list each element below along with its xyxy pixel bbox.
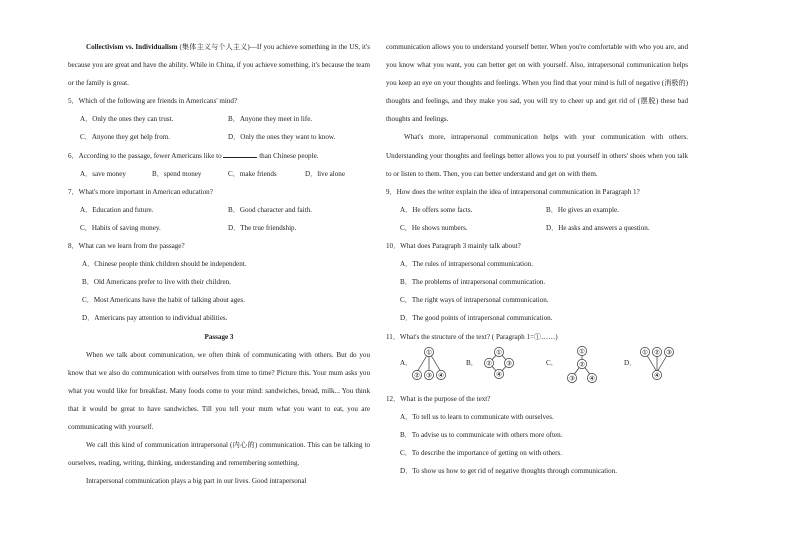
question-9-stem: 9．How does the writer explain the idea of intrapersonal communication in Paragraph 1? — [386, 187, 640, 196]
q9-option-c[interactable]: C．He shows numbers. — [400, 223, 468, 232]
q7-option-a[interactable]: A．Education and future. — [80, 205, 154, 214]
q5-option-d[interactable]: D．Only the ones they want to know. — [228, 133, 336, 142]
diagram-d-node-4: ④ — [654, 371, 660, 380]
diagram-d-node-1: ① — [642, 348, 648, 357]
structure-diagram-c[interactable] — [562, 346, 602, 390]
diagram-a-node-1: ① — [426, 348, 432, 357]
q12-option-a-text: A．To tell us to learn to communicate with ourselves. — [400, 412, 554, 421]
diagram-b-node-4: ④ — [496, 370, 502, 379]
q10-option-b-text: B．The problems of intrapersonal communication. — [400, 278, 546, 287]
passage-title: Passage 3 — [204, 332, 234, 341]
structure-diagram-a[interactable] — [410, 346, 450, 388]
q5-option-b[interactable]: B．Anyone they meet in life. — [228, 115, 313, 124]
question-11-options — [386, 346, 688, 390]
question-7-stem: 7．What's more important in American education? — [68, 187, 213, 196]
q7-option-c[interactable]: C．Habits of saving money. — [80, 223, 161, 232]
left-column — [68, 38, 370, 490]
q8-option-b[interactable] — [68, 273, 370, 291]
intro-paragraph — [68, 38, 370, 92]
intro-text: (集体主义与个人主义)—If you achieve something in the US, it's because you are great and have the ability. While in China, if you achieve something, it's because the team or the family is great. — [68, 43, 370, 88]
q6-stem-pre: 6．According to the passage, fewer Americans like to — [68, 151, 224, 160]
q8-option-d[interactable] — [68, 309, 370, 327]
q12-option-c[interactable] — [386, 444, 688, 462]
q11-option-c-label[interactable]: C． — [546, 358, 558, 367]
diagram-c-node-2: ② — [579, 360, 585, 369]
question-7-row-2 — [68, 219, 370, 237]
q11-option-a-label[interactable]: A． — [400, 358, 413, 367]
q7-option-d[interactable]: D．The true friendship. — [228, 223, 297, 232]
q10-option-a[interactable] — [386, 255, 688, 273]
structure-diagram-b[interactable] — [480, 346, 520, 388]
q5-option-a[interactable]: A．Only the ones they can trust. — [80, 115, 174, 124]
passage-paragraph-2: We call this kind of communication intrapersonal (内心的) communication. This can be talking to ourselves, reading, writing, thinking, understanding and remembering something. — [68, 441, 370, 468]
q6-stem-post: than Chinese people. — [257, 151, 319, 160]
q12-option-b[interactable] — [386, 426, 688, 444]
question-7-row-1 — [68, 201, 370, 219]
diagram-d-node-3: ③ — [666, 348, 672, 357]
diagram-a-node-2: ② — [414, 371, 420, 380]
q10-option-b[interactable] — [386, 273, 688, 291]
q10-option-c-text: C．The right ways of intrapersonal communication. — [400, 296, 549, 305]
question-6-stem — [68, 147, 370, 165]
diagram-a-node-4: ④ — [438, 371, 444, 380]
q12-option-a[interactable] — [386, 408, 688, 426]
diagram-b-node-2: ② — [486, 359, 492, 368]
q10-option-d-text: D．The good points of intrapersonal communication. — [400, 314, 553, 323]
passage-paragraph-3-start: Intrapersonal communication plays a big part in our lives. Good intrapersonal — [86, 477, 307, 486]
q10-option-a-text: A．The rules of intrapersonal communication. — [400, 260, 533, 269]
diagram-c-node-4: ④ — [589, 374, 595, 383]
q5-option-c[interactable]: C．Anyone they get help from. — [80, 133, 171, 142]
q8-option-c[interactable] — [68, 291, 370, 309]
q12-option-d-text: D．To show us how to get rid of negative thoughts through communication. — [400, 466, 618, 475]
question-12-stem: 12．What is the purpose of the text? — [386, 394, 491, 403]
q6-option-d[interactable]: D．live alone — [305, 169, 345, 178]
question-5-row-1 — [68, 110, 370, 128]
diagram-a-node-3: ③ — [426, 371, 432, 380]
q6-blank — [223, 150, 257, 158]
right-column — [386, 38, 688, 480]
diagram-d-node-2: ② — [654, 348, 660, 357]
q8-option-d-text: D．Americans pay attention to individual abilities. — [82, 314, 228, 323]
q9-option-d[interactable]: D．He asks and answers a question. — [546, 223, 650, 232]
question-5-stem: 5．Which of the following are friends in Americans' mind? — [68, 97, 238, 106]
q9-option-a[interactable]: A．He offers some facts. — [400, 205, 473, 214]
intro-title: Collectivism vs. Individualism — [86, 43, 178, 51]
question-6-options — [68, 165, 370, 183]
q12-option-c-text: C．To describe the importance of getting on with others. — [400, 448, 563, 457]
q6-option-b[interactable]: B．spend money — [152, 169, 202, 178]
diagram-b-node-3: ③ — [506, 359, 512, 368]
q8-option-a[interactable] — [68, 255, 370, 273]
passage-paragraph-3-cont: communication allows you to understand yourself better. When you're comfortable with who you are, and you know what you want, you can better get on with yourself. Also, intrapersonal communication helps you keep an eye on your thoughts and feelings. When you find that your mind is full of negative (消极的) thoughts and feelings, and they make you sad, you will try to cheer up and get rid of (摆脱) these bad thoughts and feelings. — [386, 43, 688, 124]
q12-option-d[interactable] — [386, 462, 688, 480]
question-10-stem: 10．What does Paragraph 3 mainly talk about? — [386, 242, 521, 251]
question-9-row-2 — [386, 219, 688, 237]
question-5-row-2 — [68, 128, 370, 146]
q8-option-c-text: C．Most Americans have the habit of talking about ages. — [82, 296, 245, 305]
q11-option-b-label[interactable]: B． — [466, 358, 478, 367]
q6-option-c[interactable]: C．make friends — [228, 169, 277, 178]
question-9-row-1 — [386, 201, 688, 219]
q8-option-a-text: A．Chinese people think children should be independent. — [82, 260, 247, 269]
q10-option-d[interactable] — [386, 309, 688, 327]
diagram-b-node-1: ① — [496, 348, 502, 357]
passage-paragraph-1: When we talk about communication, we often think of communicating with others. But do you know that we also do communication with ourselves from time to time? Picture this. Your mum asks you what you would like for breakfast. Many foods come to your mind: sandwiches, bread, milk... You think that it would be great to have sandwiches. Till you tell your mum what you want to eat, you are communicating with yourself. — [68, 350, 370, 431]
q6-option-a[interactable]: A．save money — [80, 169, 126, 178]
passage-paragraph-4: What's more, intrapersonal communication helps with your communication with others. Understanding your thoughts and feelings better allows you to put yourself in others' shoes when you talk to or listen to them. Then, you can better understand and get on with them. — [386, 133, 688, 178]
structure-diagram-d[interactable] — [638, 346, 678, 388]
q12-option-b-text: B．To advise us to communicate with others more often. — [400, 430, 563, 439]
q9-option-b[interactable]: B．He gives an example. — [546, 205, 619, 214]
q10-option-c[interactable] — [386, 291, 688, 309]
diagram-c-node-3: ③ — [569, 374, 575, 383]
question-11-stem: 11．What's the structure of the text? ( Paragraph 1=①……) — [386, 332, 558, 341]
question-8-stem: 8．What can we learn from the passage? — [68, 242, 185, 251]
q7-option-b[interactable]: B．Good character and faith. — [228, 205, 312, 214]
diagram-c-node-1: ① — [579, 347, 585, 356]
q11-option-d-label[interactable]: D． — [624, 358, 637, 367]
q8-option-b-text: B．Old Americans prefer to live with their children. — [82, 278, 231, 287]
